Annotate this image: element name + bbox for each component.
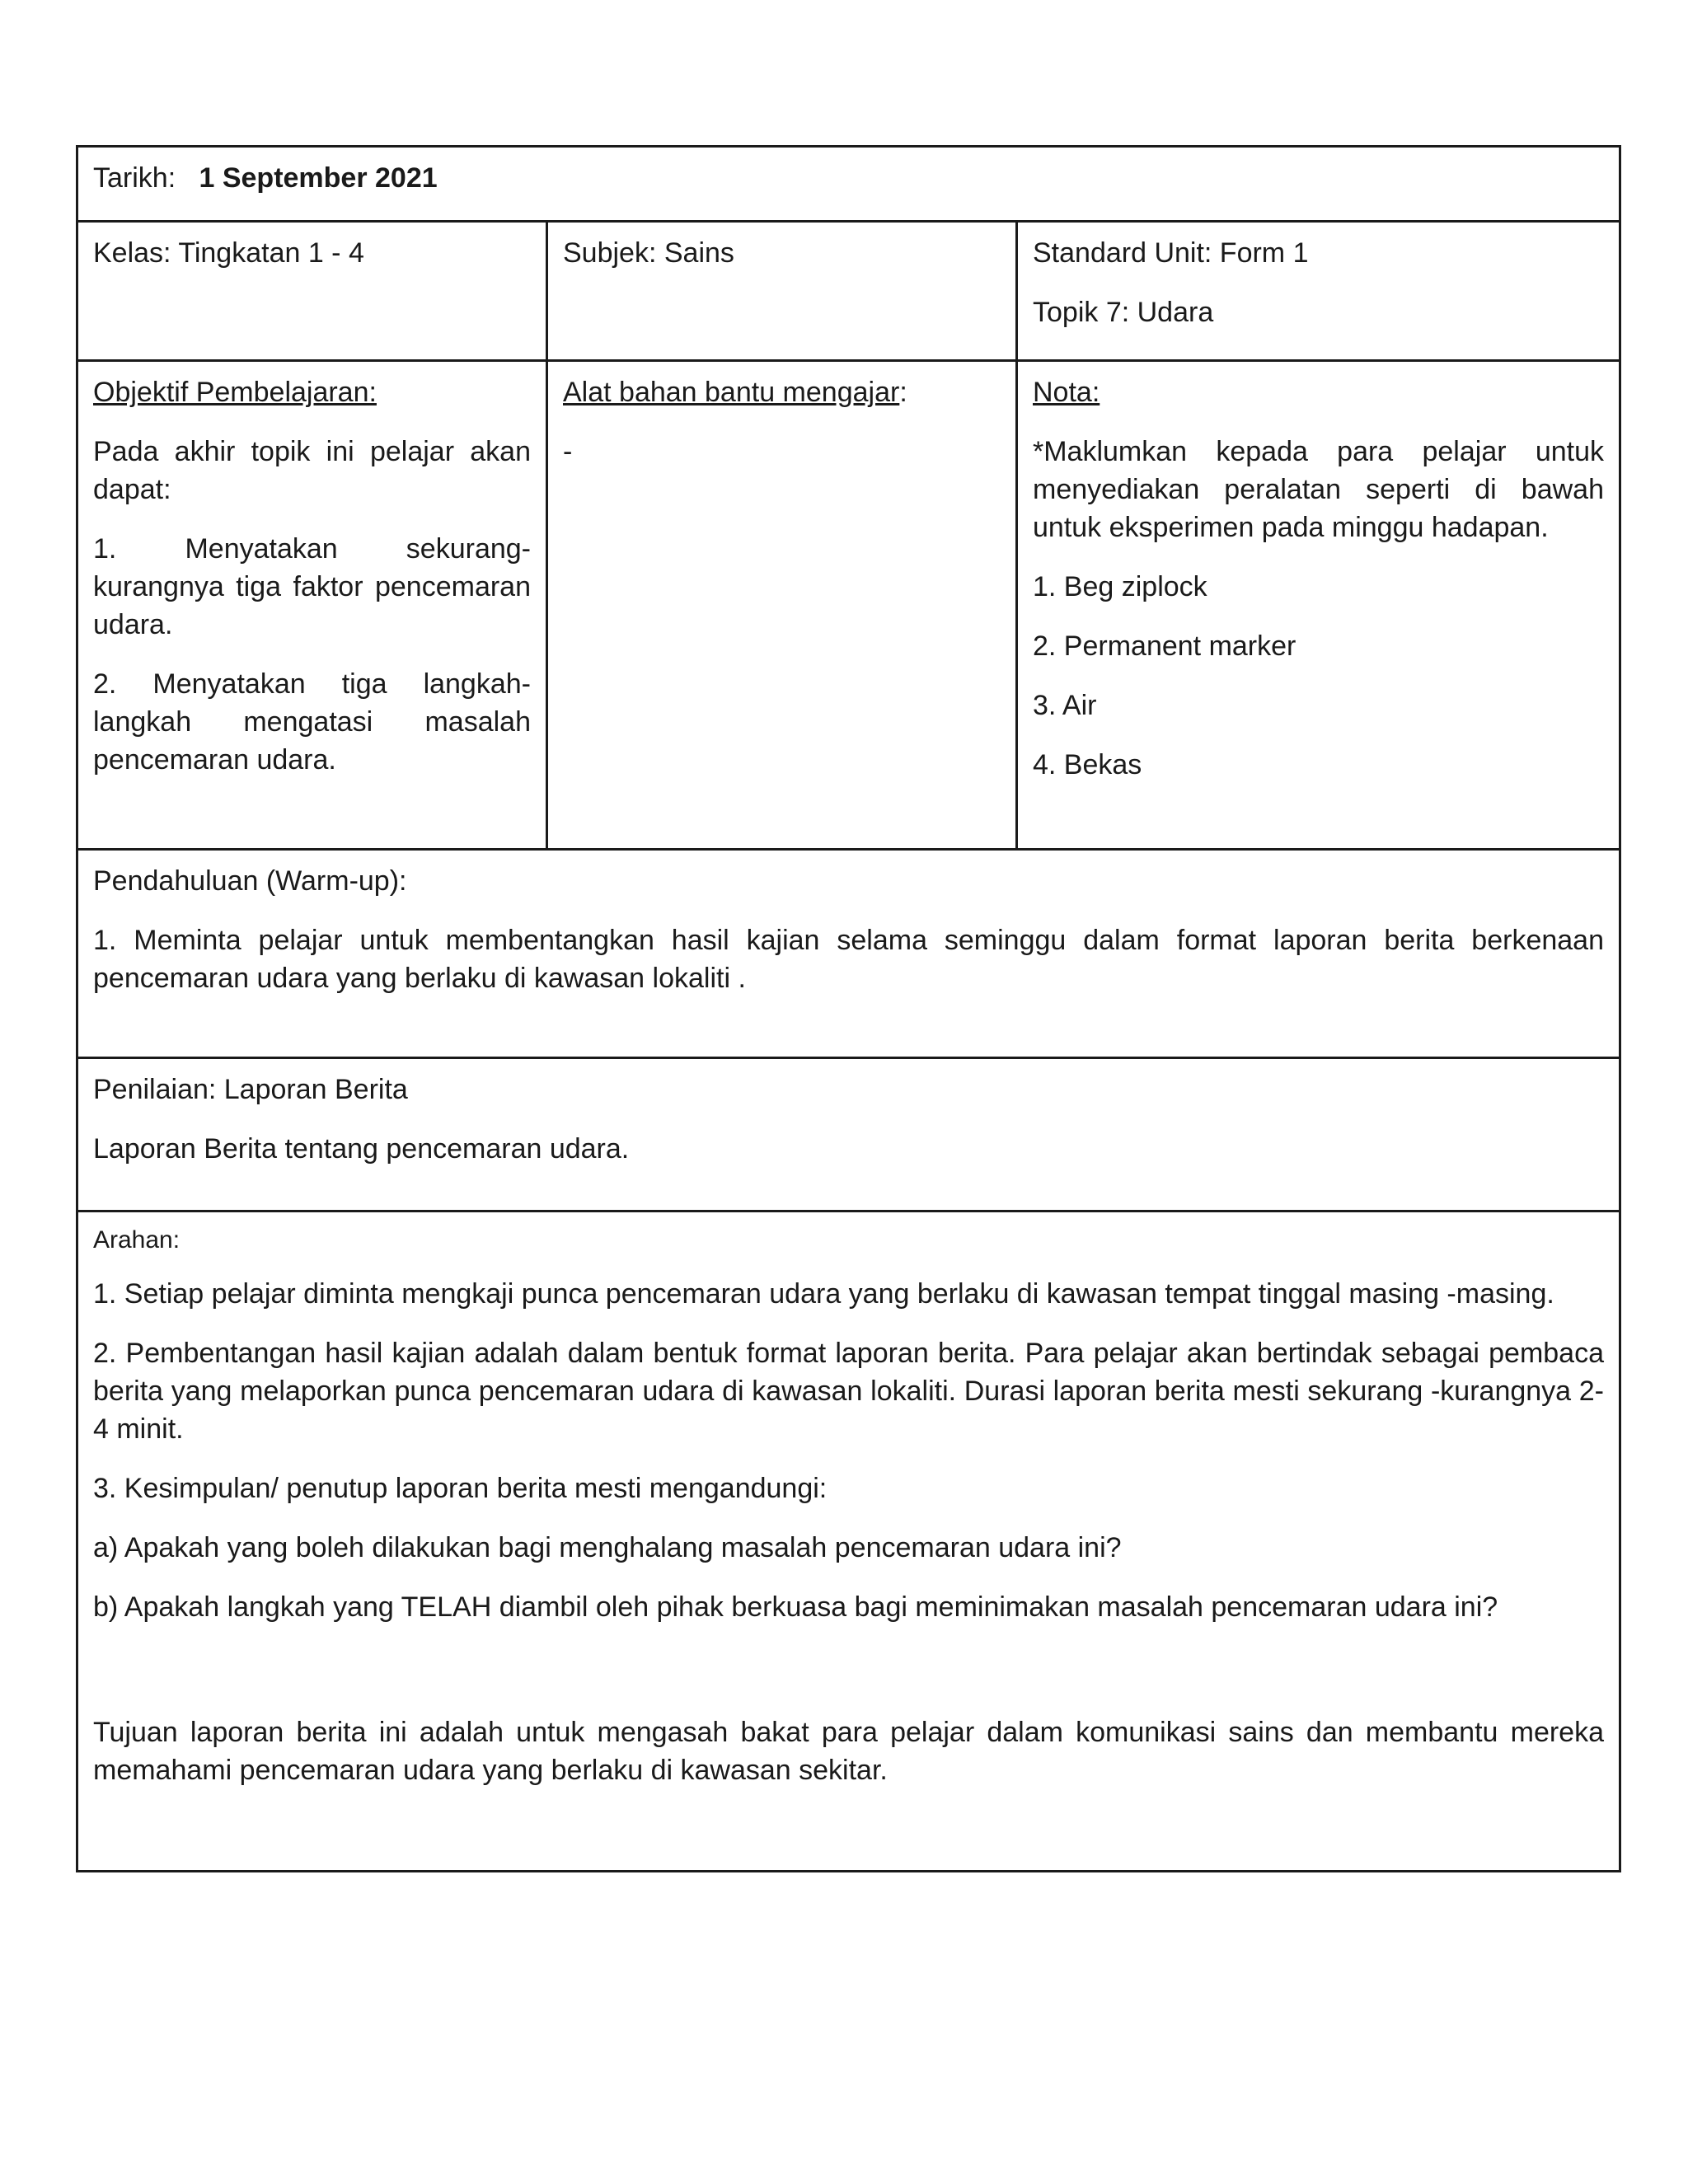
notes-item: 3. Air bbox=[1033, 690, 1097, 721]
class-text: Kelas: Tingkatan 1 - 4 bbox=[93, 237, 364, 269]
notes-item: 2. Permanent marker bbox=[1033, 630, 1296, 662]
notes-item: 1. Beg ziplock bbox=[1033, 571, 1207, 602]
notes-cell bbox=[1017, 361, 1620, 850]
objectives-intro: Pada akhir topik ini pelajar akan dapat: bbox=[93, 436, 531, 505]
assessment-text: Laporan Berita tentang pencemaran udara. bbox=[93, 1133, 630, 1165]
instructions-purpose: Tujuan laporan berita ini adalah untuk mengasah bakat para pelajar dalam komunikasi sains dan membantu mereka memahami pencemaran udara yang berlaku di kawasan sekitar. bbox=[93, 1717, 1604, 1786]
subject-text: Subjek: Sains bbox=[563, 237, 734, 269]
class-cell bbox=[77, 222, 547, 361]
materials-heading-suffix: : bbox=[899, 377, 907, 408]
instruction-item: 2. Pembentangan hasil kajian adalah dalam bentuk format laporan berita. Para pelajar akan bertindak sebagai pembaca berita yang melaporkan punca pencemaran udara di kawasan lokaliti. Durasi laporan berita mesti sekurang -kurangnya 2-4 minit. bbox=[93, 1338, 1604, 1445]
lesson-plan-table bbox=[76, 145, 1621, 1872]
lesson-plan-sheet bbox=[76, 145, 1619, 1872]
instruction-item: 3. Kesimpulan/ penutup laporan berita mesti mengandungi: bbox=[93, 1473, 828, 1504]
instruction-item: 1. Setiap pelajar diminta mengkaji punca pencemaran udara yang berlaku di kawasan tempat tinggal masing -masing. bbox=[93, 1278, 1554, 1310]
assessment-heading: Penilaian: Laporan Berita bbox=[93, 1074, 408, 1105]
instruction-item: a) Apakah yang boleh dilakukan bagi menghalang masalah pencemaran udara ini? bbox=[93, 1532, 1122, 1563]
warmup-text: 1. Meminta pelajar untuk membentangkan hasil kajian selama seminggu dalam format laporan berita berkenaan pencemaran udara yang berlaku di kawasan lokaliti . bbox=[93, 925, 1604, 994]
warmup-row bbox=[77, 850, 1620, 1058]
topic-text: Topik 7: Udara bbox=[1033, 297, 1214, 328]
objectives-cell bbox=[77, 361, 547, 850]
notes-item: 4. Bekas bbox=[1033, 749, 1142, 780]
date-value: 1 September 2021 bbox=[199, 162, 438, 194]
assessment-row bbox=[77, 1058, 1620, 1212]
notes-intro: *Maklumkan kepada para pelajar untuk menyediakan peralatan seperti di bawah untuk eksperimen pada minggu hadapan. bbox=[1033, 436, 1604, 543]
materials-heading-text: Alat bahan bantu mengajar bbox=[563, 377, 900, 408]
warmup-heading: Pendahuluan (Warm-up): bbox=[93, 865, 407, 897]
instructions-heading: Arahan: bbox=[93, 1226, 181, 1254]
date-label: Tarikh: bbox=[93, 162, 176, 194]
objectives-heading: Objektif Pembelajaran: bbox=[93, 377, 377, 408]
instructions-row bbox=[77, 1212, 1620, 1872]
unit-cell bbox=[1017, 222, 1620, 361]
objectives-row bbox=[77, 361, 1620, 850]
info-row bbox=[77, 222, 1620, 361]
date-row bbox=[77, 147, 1620, 222]
instructions-cell bbox=[77, 1212, 1620, 1872]
materials-heading bbox=[563, 373, 1001, 411]
notes-heading: Nota: bbox=[1033, 377, 1100, 408]
materials-value: - bbox=[563, 436, 573, 467]
objective-item: 2. Menyatakan tiga langkah-langkah mengatasi masalah pencemaran udara. bbox=[93, 668, 531, 776]
spacer bbox=[93, 1647, 1604, 1713]
assessment-cell bbox=[77, 1058, 1620, 1212]
warmup-cell bbox=[77, 850, 1620, 1058]
standard-unit-text: Standard Unit: Form 1 bbox=[1033, 237, 1309, 269]
instruction-item: b) Apakah langkah yang TELAH diambil oleh pihak berkuasa bagi meminimakan masalah pencemaran udara ini? bbox=[93, 1591, 1498, 1623]
materials-cell bbox=[547, 361, 1017, 850]
objective-item: 1. Menyatakan sekurang-kurangnya tiga faktor pencemaran udara. bbox=[93, 533, 531, 640]
subject-cell bbox=[547, 222, 1017, 361]
date-cell bbox=[77, 147, 1620, 222]
